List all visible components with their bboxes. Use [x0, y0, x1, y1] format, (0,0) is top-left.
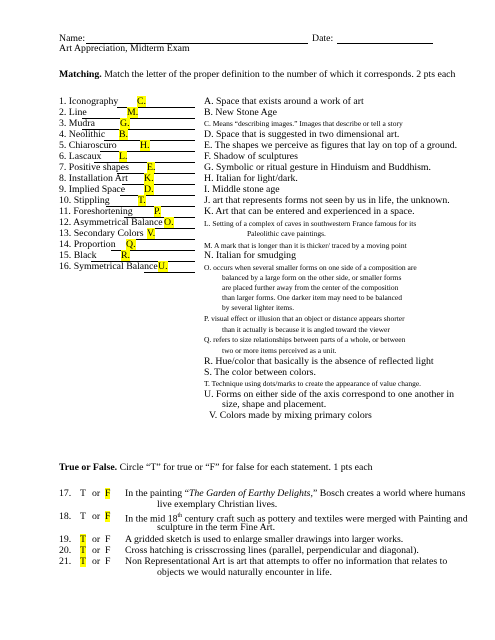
matching-term-row — [59, 129, 105, 140]
matching-term: 6. Lascaux — [59, 151, 102, 162]
matching-term-row — [59, 96, 118, 107]
answer-letter: O. — [164, 217, 174, 228]
definition-line: T. Technique using dots/marks to create the appearance of value change. — [204, 379, 422, 388]
answer-letter: B. — [119, 129, 128, 140]
definition-line: D. Space that is suggested in two dimensional art. — [204, 129, 400, 140]
definition-line: than it actually is because it is angled toward the viewer — [222, 325, 390, 334]
tf-statement: Cross hatching is crisscrossing lines (parallel, perpendicular and diagonal). — [125, 545, 419, 556]
matching-heading: Matching. — [59, 69, 102, 80]
date-label: Date: — [312, 33, 334, 44]
tf-statement: In the painting “The Garden of Earthy Delights,” Bosch creates a world where humans — [125, 488, 466, 499]
false-option[interactable]: F — [105, 488, 111, 499]
matching-term: 2. Line — [59, 107, 87, 118]
answer-letter: Q. — [126, 239, 136, 250]
definition-line: size, shape and placement. — [222, 399, 327, 410]
answer-blank[interactable] — [144, 261, 195, 273]
true-option[interactable]: T — [80, 511, 86, 522]
matching-term-row — [59, 239, 116, 250]
or-label: or — [92, 556, 101, 567]
answer-letter: K. — [144, 173, 154, 184]
tf-number: 20. — [59, 545, 72, 556]
tf-number: 19. — [59, 534, 72, 545]
answer-letter: C. — [137, 96, 146, 107]
definition-line: Q. refers to size relationships between parts of a whole, or between — [204, 335, 406, 344]
matching-term-row — [59, 206, 133, 217]
tf-statement: Non Representational Art is art that attempts to offer no information that relates to — [125, 556, 448, 567]
true-option[interactable]: T — [80, 488, 86, 499]
matching-term: 5. Chiaroscuro — [59, 140, 117, 151]
tf-statement-continued: sculpture in the term Fine Art. — [157, 522, 276, 533]
matching-instructions-text: Match the letter of the proper definition to the number of which it corresponds. 2 pts each — [104, 69, 456, 80]
definition-line: R. Hue/color that basically is the absence of reflected light — [204, 356, 434, 367]
definition-line: P. visual effect or illusion that an object or distance appears shorter — [204, 314, 405, 323]
definition-line: I. Middle stone age — [204, 184, 280, 195]
definition-line: Paleolithic cave paintings. — [247, 229, 326, 238]
matching-term: 16. Symmetrical Balance — [59, 261, 158, 272]
matching-term: 13. Secondary Colors — [59, 228, 144, 239]
tf-statement: In the mid 18th century craft such as pottery and textiles were merged with Painting and — [125, 513, 468, 525]
matching-term: 10. Stippling — [59, 195, 110, 206]
definition-line: N. Italian for smudging — [204, 250, 296, 261]
definition-line: L. Setting of a complex of caves in southwestern France famous for its — [204, 219, 417, 228]
matching-instructions — [59, 69, 455, 80]
definition-line: V. Colors made by mixing primary colors — [209, 410, 372, 421]
matching-term: 4. Neolithic — [59, 129, 106, 140]
matching-term-row — [59, 217, 163, 228]
tf-number: 17. — [59, 488, 72, 499]
definition-line: are placed further away from the center of the composition — [222, 283, 399, 292]
matching-term: 15. Black — [59, 250, 97, 261]
definition-line: balanced by a large form on the other side, or smaller forms — [222, 273, 402, 282]
matching-term-row — [59, 173, 128, 184]
painting-title: The Garden of Earthy Delights, — [188, 488, 313, 499]
true-option[interactable]: T — [80, 534, 86, 545]
ordinal-suffix: th — [177, 513, 183, 519]
true-option[interactable]: T — [80, 556, 86, 567]
definition-line: F. Shadow of sculptures — [204, 151, 298, 162]
or-label: or — [92, 488, 101, 499]
matching-term: 11. Foreshortening — [59, 206, 133, 217]
definition-line: by several lighter items. — [222, 303, 295, 312]
matching-term-row — [59, 261, 158, 272]
definition-line: M. A mark that is longer than it is thicker/ traced by a moving point — [204, 241, 407, 250]
answer-letter: E. — [147, 162, 156, 173]
definition-line: S. The color between colors. — [204, 367, 316, 378]
matching-term-row — [59, 184, 125, 195]
date-line[interactable] — [337, 43, 433, 44]
false-option[interactable]: F — [105, 545, 111, 556]
false-option[interactable]: F — [105, 511, 111, 522]
matching-term: 3. Mudra — [59, 118, 95, 129]
answer-letter: D. — [144, 184, 154, 195]
tf-instructions — [59, 462, 373, 473]
answer-letter: U. — [158, 261, 168, 272]
answer-letter: L. — [119, 151, 128, 162]
definition-line: E. The shapes we perceive as figures that lay on top of a ground. — [204, 140, 458, 151]
answer-letter: R. — [121, 250, 130, 261]
or-label: or — [92, 534, 101, 545]
definition-line: K. Art that can be entered and experienced in a space. — [204, 206, 415, 217]
tf-statement: A gridded sketch is used to enlarge smaller drawings into larger works. — [125, 534, 404, 545]
tf-instructions-text: Circle “T” for true or “F” for false for each statement. 1 pts each — [119, 462, 373, 473]
answer-letter: H. — [140, 140, 150, 151]
matching-term: 12. Asymmetrical Balance — [59, 217, 163, 228]
definition-line: O. occurs when several smaller forms on one side of a composition are — [204, 263, 417, 272]
definition-line: B. New Stone Age — [204, 107, 277, 118]
answer-letter: M. — [127, 107, 139, 118]
or-label: or — [92, 545, 101, 556]
matching-term: 14. Proportion — [59, 239, 116, 250]
tf-statement-continued: objects we would naturally encounter in life. — [157, 567, 332, 578]
definition-line: G. Symbolic or ritual gesture in Hinduism and Buddhism. — [204, 162, 431, 173]
definition-line: C. Means “describing images.” Images that describe or tell a story — [204, 119, 403, 128]
definition-line: A. Space that exists around a work of art — [204, 96, 364, 107]
tf-statement-continued: live exemplary Christian lives. — [157, 499, 278, 510]
definition-line: H. Italian for light/dark. — [204, 173, 298, 184]
name-label: Name: — [59, 33, 86, 44]
matching-term: 9. Implied Space — [59, 184, 126, 195]
matching-term: 7. Positive shapes — [59, 162, 129, 173]
false-option[interactable]: F — [105, 534, 111, 545]
answer-letter: P. — [154, 206, 161, 217]
tf-heading: True or False. — [59, 462, 118, 473]
answer-letter: T. — [138, 195, 146, 206]
or-label: or — [92, 511, 101, 522]
false-option[interactable]: F — [105, 556, 111, 567]
definition-line: J. art that represents forms not seen by us in life, the unknown. — [204, 195, 450, 206]
definition-line: U. Forms on either side of the axis correspond to one another in — [204, 389, 455, 400]
answer-letter: G. — [120, 118, 130, 129]
answer-letter: V. — [147, 228, 156, 239]
definition-line: two or more items perceived as a unit. — [222, 346, 337, 355]
exam-subtitle: Art Appreciation, Midterm Exam — [59, 43, 190, 54]
tf-number: 21. — [59, 556, 72, 567]
tf-number: 18. — [59, 511, 72, 522]
definition-line: than larger forms. One darker item may need to be balanced — [222, 293, 402, 302]
matching-term-row — [59, 195, 110, 206]
matching-term: 8. Installation Art — [59, 173, 128, 184]
matching-term: 1. Iconography — [59, 96, 119, 107]
true-option[interactable]: T — [80, 545, 86, 556]
